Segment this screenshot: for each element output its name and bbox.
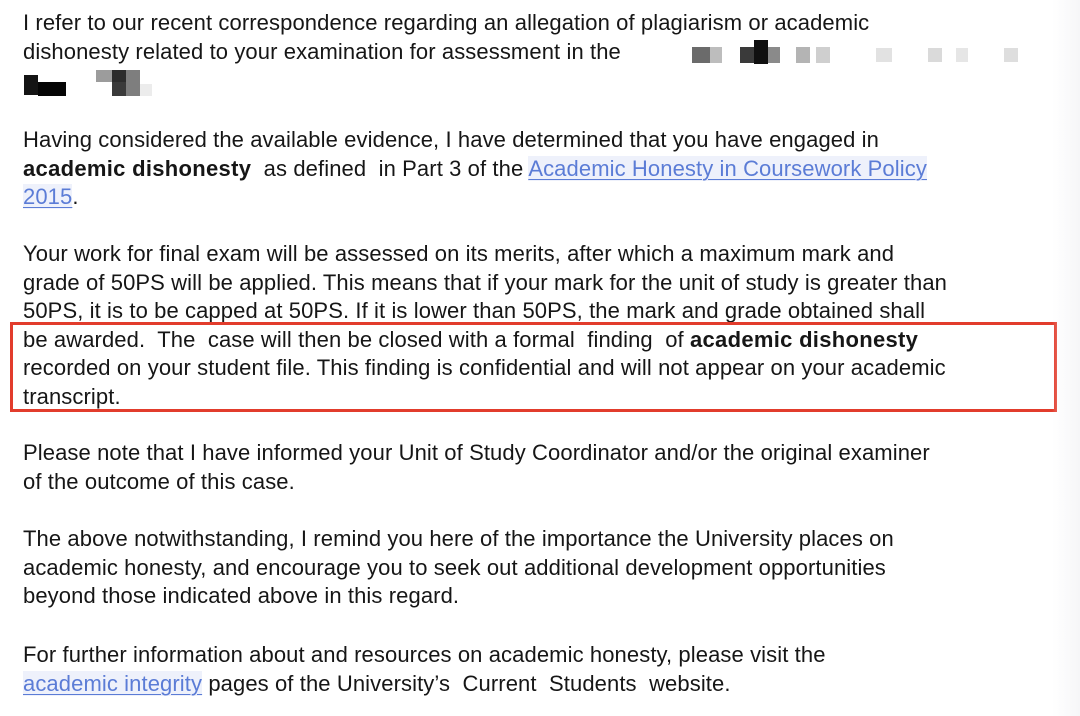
text-line	[23, 326, 1063, 355]
text-line: academic honesty, and encourage you to seek out additional development opportunities	[23, 554, 886, 580]
text-line	[23, 183, 1063, 212]
academic-honesty-policy-link-year[interactable]: 2015	[23, 184, 73, 210]
text-line: grade of 50PS will be applied. This means that if your mark for the unit of study is greater than	[23, 269, 947, 295]
text-line: beyond those indicated above in this regard.	[23, 583, 460, 609]
text-line: The above notwithstanding, I remind you here of the importance the University places on	[23, 526, 894, 551]
academic-integrity-link[interactable]: academic integrity	[23, 670, 203, 696]
text-line: recorded on your student file. This finding is confidential and will not appear on your academic	[23, 355, 946, 381]
paragraph-reminder	[23, 525, 1063, 611]
inline-text: .	[72, 184, 79, 210]
text-line	[23, 670, 1063, 699]
text-line: Please note that I have informed your Unit of Study Coordinator and/or the original examiner	[23, 440, 930, 465]
text-line: I refer to our recent correspondence regarding an allegation of plagiarism or academic	[23, 10, 870, 35]
paragraph-further-information	[23, 641, 1063, 698]
text-line: Having considered the available evidence, I have determined that you have engaged in	[23, 127, 879, 152]
text-line: transcript.	[23, 383, 121, 409]
paragraph-determination	[23, 126, 1063, 212]
inline-text: as defined in Part 3 of the	[251, 155, 529, 181]
text-line: dishonesty related to your examination for assessment in the	[23, 38, 621, 64]
text-line: of the outcome of this case.	[23, 468, 295, 494]
text-line: 50PS, it is to be capped at 50PS. If it is lower than 50PS, the mark and grade obtained shall	[23, 298, 926, 324]
text-line	[23, 155, 1063, 184]
page-edge-shadow	[1052, 0, 1080, 716]
bold-term-academic-dishonesty: academic dishonesty	[23, 155, 252, 181]
inline-text: pages of the University’s Current Students website.	[202, 670, 731, 696]
bold-term-academic-dishonesty: academic dishonesty	[689, 326, 919, 352]
inline-text: be awarded. The case will then be closed with a formal finding of	[23, 326, 690, 352]
text-line: Your work for final exam will be assessed on its merits, after which a maximum mark and	[23, 241, 895, 266]
paragraph-coordinator-notice	[23, 439, 1063, 496]
paragraph-allegation	[23, 9, 1063, 66]
text-line: For further information about and resources on academic honesty, please visit the	[23, 642, 826, 667]
paragraph-penalty	[23, 240, 1063, 412]
academic-honesty-policy-link[interactable]: Academic Honesty in Coursework Policy	[528, 155, 927, 181]
